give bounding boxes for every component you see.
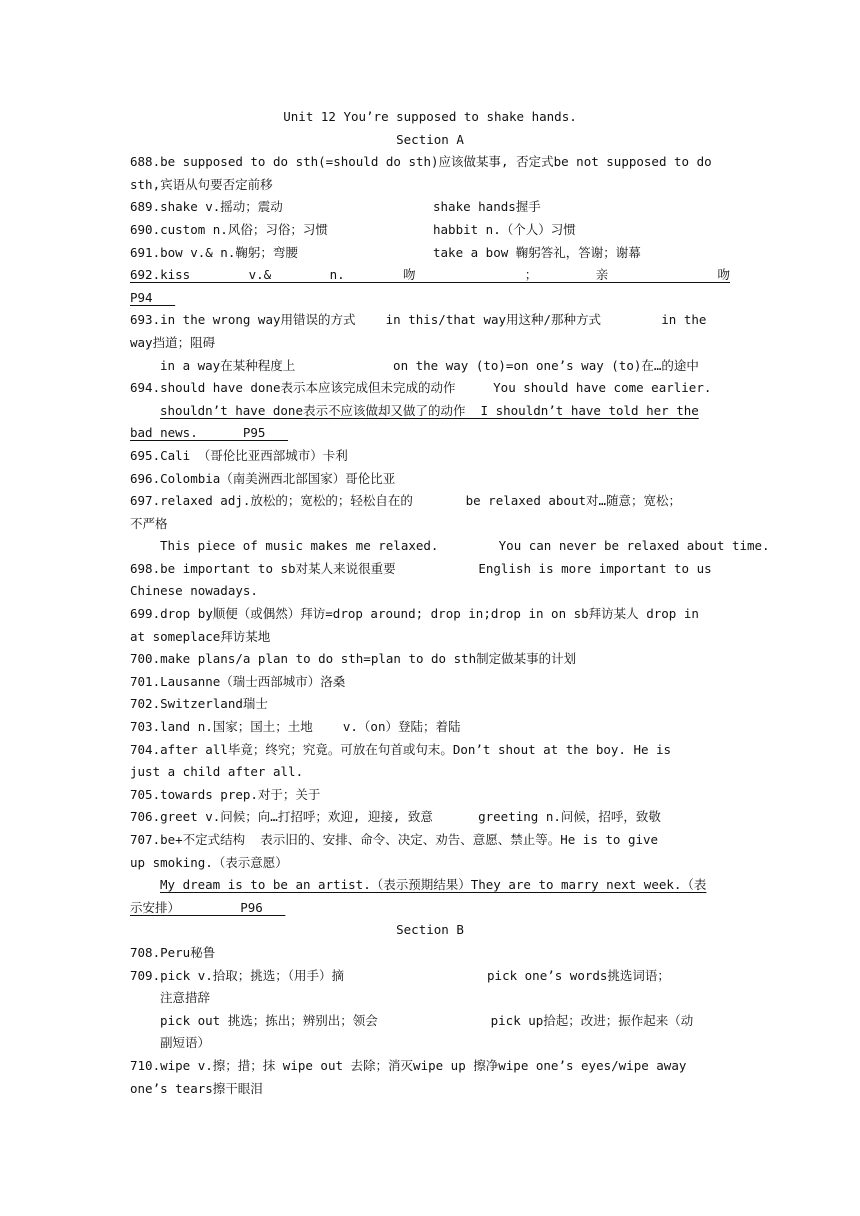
entry-710-line-1: 710.wipe v.擦；措；抹 wipe out 去除；消灭wipe up 擦净wipe one’s eyes/wipe away [130,1057,687,1073]
entry-697-line-3: This piece of music makes me relaxed. You can never be relaxed about time. [160,538,770,554]
entry-707-line-2: up smoking.（表示意愿） [130,854,288,870]
entry-708: 708.Peru秘鲁 [130,944,216,960]
entry-707-line-1: 707.be+不定式结构 表示旧的、安排、命令、决定、劝告、意愿、禁止等。He is to give [130,832,659,847]
entry-710-line-2: one’s tears擦干眼泪 [130,1080,263,1096]
entry-707-line-3: My dream is to be an artist.（表示预期结果）They are to marry next week.（表 [160,877,707,893]
entry-693-line-2: way挡道；阻碍 [130,334,216,350]
entry-709-line-2: 注意措辞 [160,990,211,1006]
entry-702: 702.Switzerland瑞士 [130,696,268,712]
entry-688-line-1: 688.be supposed to do sth(=should do sth)应该做某事, 否定式be not supposed to do [130,154,712,170]
entry-696: 696.Colombia（南美洲西北部国家）哥伦比亚 [130,470,396,486]
entry-709-line-3: pick out 挑选；拣出；辨别出；领会 pick up拾起；改进；振作起来（动 [160,1012,694,1028]
entry-692-page-ref: P94 [130,289,176,305]
entry-689 [130,196,730,219]
entry-691-term: 691.bow v.& n.鞠躬；弯腰 [130,244,298,260]
entry-703: 703.land n.国家；国土；土地 v.（on）登陆；着陆 [130,719,461,735]
entry-690-phrase: habbit n.（个人）习惯 [433,221,576,237]
entry-697-line-2: 不严格 [130,515,168,531]
entry-690 [130,219,730,242]
entry-689-phrase: shake hands握手 [433,199,541,215]
entry-704-line-2: just a child after all. [130,764,304,780]
entry-707-line-4: 示安排） P96 [130,899,286,915]
section-a-heading: Section A [396,131,464,147]
entry-697-line-1: 697.relaxed adj.放松的；宽松的；轻松自在的 be relaxed about对…随意；宽松； [130,493,682,509]
entry-700: 700.make plans/a plan to do sth=plan to do sth制定做某事的计划 [130,651,577,667]
entry-701: 701.Lausanne（瑞士西部城市）洛桑 [130,673,346,689]
entry-705: 705.towards prep.对于；关于 [130,786,321,802]
entry-689-term: 689.shake v.摇动；震动 [130,199,283,215]
entry-704-line-1: 704.after all毕竟；终究；究竟。可放在句首或句末。Don’t shout at the boy. He is [130,741,672,757]
entry-693-line-3: in a way在某种程度上 on the way (to)=on one’s way (to)在…的途中 [160,357,699,373]
entry-694-line-2: shouldn’t have done表示不应该做却又做了的动作 I shouldn’t have told her the [160,402,699,418]
entry-698-line-2: Chinese nowadays. [130,583,258,599]
entry-691-phrase: take a bow 鞠躬答礼，答谢；谢幕 [433,244,641,260]
section-b-heading: Section B [396,922,464,938]
entry-694-line-3: bad news. P95 [130,425,289,441]
entry-688-line-2: sth,宾语从句要否定前移 [130,176,273,192]
entry-699-line-2: at someplace拜访某地 [130,628,271,644]
document-page [130,106,770,1100]
entry-692-line-1: 692.kiss v.& n. 吻 ； 亲 吻 [130,267,730,283]
entry-706: 706.greet v.问候；向…打招呼；欢迎, 迎接, 致意 greeting n.问候，招呼，致敬 [130,809,661,825]
entry-694-line-1: 694.should have done表示本应该完成但未完成的动作 You should have come earlier. [130,380,712,396]
entry-695: 695.Cali （哥伦比亚西部城市）卡利 [130,447,348,463]
document-title: Unit 12 You’re supposed to shake hands. [283,109,577,124]
entry-691 [130,242,730,265]
entry-690-term: 690.custom n.风俗；习俗；习惯 [130,221,328,237]
entry-698-line-1: 698.be important to sb对某人来说很重要 English is more important to us [130,560,712,576]
entry-709-line-4: 副短语） [160,1035,211,1051]
entry-699-line-1: 699.drop by顺便（或偶然）拜访=drop around; drop in;drop in on sb拜访某人 drop in [130,606,699,622]
entry-693-line-1: 693.in the wrong way用错误的方式 in this/that way用这种/那种方式 in the [130,312,707,328]
entry-709-line-1: 709.pick v.拾取；挑选；（用手）摘 pick one’s words挑选词语； [130,967,670,983]
